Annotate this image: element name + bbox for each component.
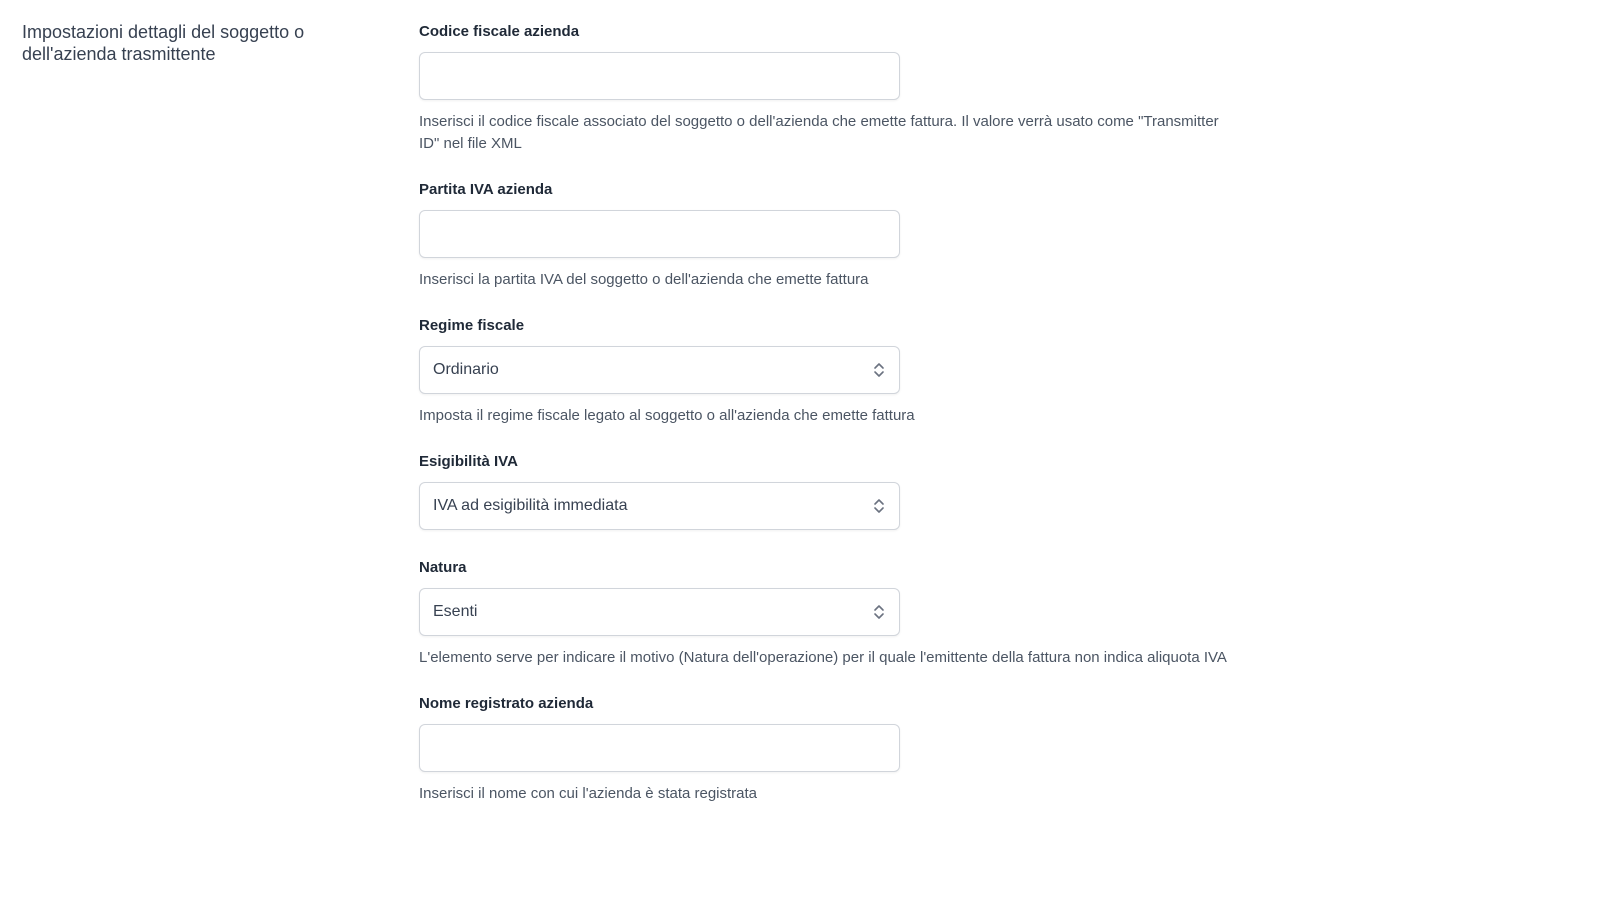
regime-fiscale-field-group: [419, 316, 1239, 427]
esigibilita-iva-field-group: [419, 452, 1239, 530]
section-title: Impostazioni dettagli del soggetto o dell'azienda trasmittente: [22, 22, 305, 64]
esigibilita-iva-label: Esigibilità IVA: [419, 453, 518, 470]
codice-fiscale-input-box: [419, 52, 900, 100]
natura-selected-value: Esenti: [433, 603, 478, 620]
regime-fiscale-help: Imposta il regime fiscale legato al soggetto o all'azienda che emette fattura: [419, 407, 915, 424]
nome-registrato-help: Inserisci il nome con cui l'azienda è stata registrata: [419, 785, 758, 802]
regime-fiscale-select[interactable]: [419, 346, 900, 394]
nome-registrato-label: Nome registrato azienda: [419, 695, 594, 712]
natura-select[interactable]: [419, 588, 900, 636]
partita-iva-input-box: [419, 210, 900, 258]
partita-iva-input[interactable]: [420, 211, 899, 257]
regime-fiscale-selected-value: Ordinario: [433, 361, 499, 378]
chevron-up-down-icon: [872, 360, 886, 380]
partita-iva-help: Inserisci la partita IVA del soggetto o dell'azienda che emette fattura: [419, 271, 869, 288]
natura-field-group: [419, 558, 1239, 669]
chevron-up-down-icon: [872, 496, 886, 516]
chevron-up-down-icon: [872, 602, 886, 622]
partita-iva-label: Partita IVA azienda: [419, 181, 553, 198]
natura-help: L'elemento serve per indicare il motivo (Natura dell'operazione) per il quale l'emittente della fattura non indica aliquota IVA: [419, 649, 1227, 666]
nome-registrato-input-box: [419, 724, 900, 772]
codice-fiscale-help: Inserisci il codice fiscale associato del soggetto o dell'azienda che emette fattura. Il valore verrà usato come "Transmitter ID" nel file XML: [419, 113, 1219, 152]
codice-fiscale-label: Codice fiscale azienda: [419, 23, 580, 40]
codice-fiscale-input[interactable]: [420, 53, 899, 99]
partita-iva-field-group: [419, 180, 1239, 291]
nome-registrato-field-group: [419, 694, 1239, 805]
settings-form: [419, 22, 1239, 805]
natura-label: Natura: [419, 559, 467, 576]
nome-registrato-input[interactable]: [420, 725, 899, 771]
esigibilita-iva-selected-value: IVA ad esigibilità immediata: [433, 497, 628, 514]
regime-fiscale-label: Regime fiscale: [419, 317, 525, 334]
codice-fiscale-field-group: [419, 22, 1239, 155]
esigibilita-iva-select[interactable]: [419, 482, 900, 530]
